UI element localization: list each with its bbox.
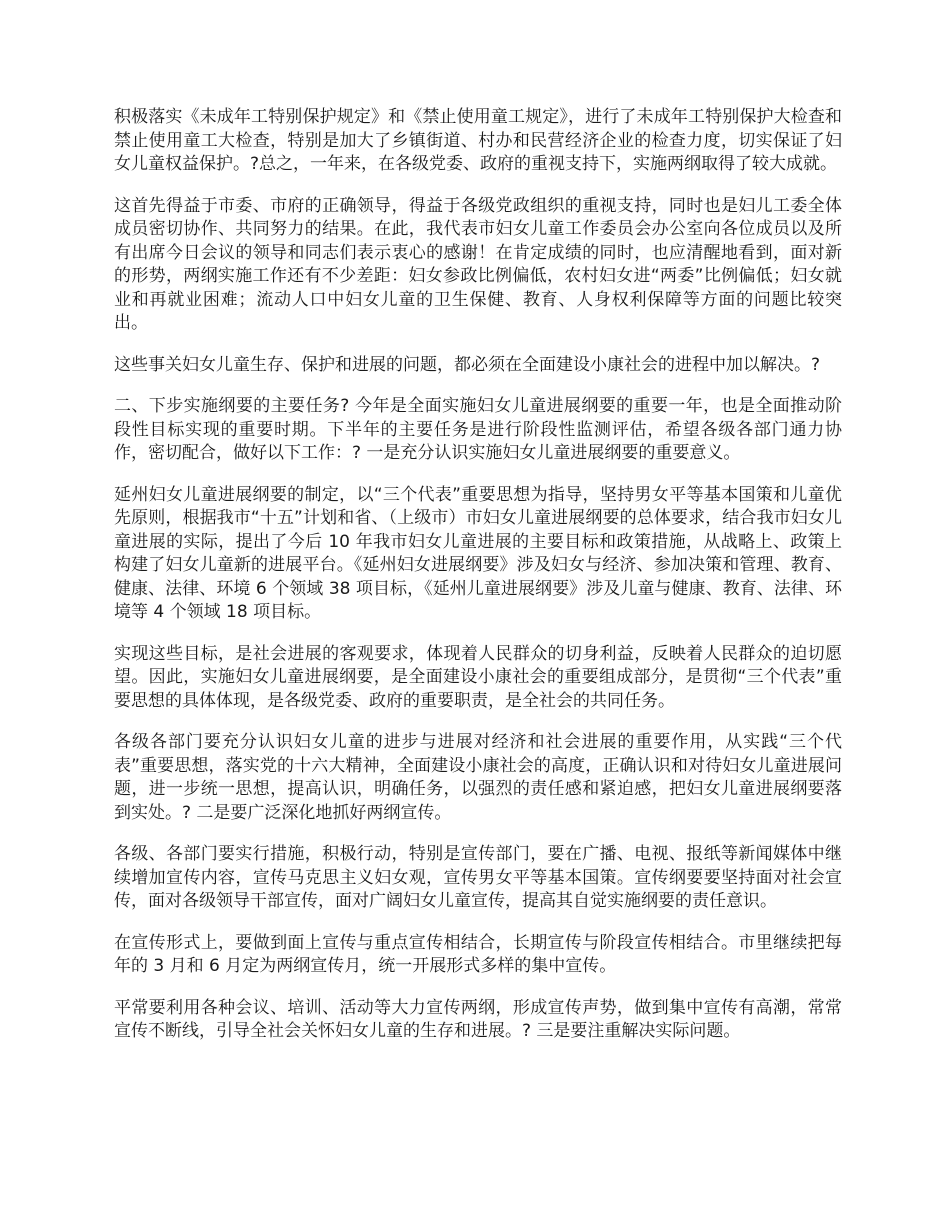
document-body [114, 106, 842, 1062]
paragraph: 各级各部门要充分认识妇女儿童的进步与进展对经济和社会进展的重要作用，从实践“三个代表”重要思想，落实党的十六大精神，全面建设小康社会的高度，正确认识和对待妇女儿童进展问题，进一步统一思想，提高认识，明确任务，以强烈的责任感和紧迫感，把妇女儿童进展纲要落到实处。? 二是要广泛深化地抓好两纲宣传。 [114, 732, 842, 823]
paragraph: 平常要利用各种会议、培训、活动等大力宣传两纲，形成宣传声势，做到集中宣传有高潮，常常宣传不断线，引导全社会关怀妇女儿童的生存和进展。? 三是要注重解决实际问题。 [114, 997, 842, 1041]
paragraph: 在宣传形式上，要做到面上宣传与重点宣传相结合，长期宣传与阶段宣传相结合。市里继续把每年的 3 月和 6 月定为两纲宣传月，统一开展形式多样的集中宣传。 [114, 932, 842, 976]
paragraph: 积极落实《未成年工特别保护规定》和《禁止使用童工规定》，进行了未成年工特别保护大检查和禁止使用童工大检查，特别是加大了乡镇街道、村办和民营经济企业的检查力度，切实保证了妇女儿童权益保护。?总之，一年来，在各级党委、政府的重视支持下，实施两纲取得了较大成就。 [114, 107, 842, 174]
paragraph: 这些事关妇女儿童生存、保护和进展的问题，都必须在全面建设小康社会的进程中加以解决。? [114, 354, 821, 375]
paragraph: 这首先得益于市委、市府的正确领导，得益于各级党政组织的重视支持，同时也是妇儿工委全体成员密切协作、共同努力的结果。在此，我代表市妇女儿童工作委员会办公室向各位成员以及所有出席今日会议的领导和同志们表示衷心的感谢！在肯定成绩的同时，也应清醒地看到，面对新的形势，两纲实施工作还有不少差距：妇女参政比例偏低，农村妇女进“两委”比例偏低；妇女就业和再就业困难；流动人口中妇女儿童的卫生保健、教育、人身权利保障等方面的问题比较突出。 [114, 195, 842, 333]
paragraph: 各级、各部门要实行措施，积极行动，特别是宣传部门，要在广播、电视、报纸等新闻媒体中继续增加宣传内容，宣传马克思主义妇女观，宣传男女平等基本国策。宣传纲要要坚持面对社会宣传，面对各级领导干部宣传，面对广阔妇女儿童宣传，提高其自觉实施纲要的责任意识。 [114, 844, 842, 911]
paragraph: 二、下步实施纲要的主要任务? 今年是全面实施妇女儿童进展纲要的重要一年，也是全面推动阶段性目标实现的重要时期。下半年的主要任务是进行阶段性监测评估，希望各级各部门通力协作，密切配合，做好以下工作：? 一是充分认识实施妇女儿童进展纲要的重要意义。 [114, 396, 842, 463]
paragraph: 延州妇女儿童进展纲要的制定，以“三个代表”重要思想为指导，坚持男女平等基本国策和儿童优先原则，根据我市“十五”计划和省、（上级市）市妇女儿童进展纲要的总体要求，结合我市妇女儿童进展的实际，提出了今后 10 年我市妇女儿童进展的主要目标和政策措施，从战略上、政策上构建了妇女儿童新的进展平台。《延州妇女进展纲要》涉及妇女与经济、参加决策和管理、教育、健康、法律、环境 6 个领域 38 项目标，《延州儿童进展纲要》涉及儿童与健康、教育、法律、环境等 4 个领域 18 项目标。 [114, 484, 842, 622]
paragraph: 实现这些目标，是社会进展的客观要求，体现着人民群众的切身利益，反映着人民群众的迫切愿望。因此，实施妇女儿童进展纲要，是全面建设小康社会的重要组成部分，是贯彻“三个代表”重要思想的具体体现，是各级党委、政府的重要职责，是全社会的共同任务。 [114, 643, 842, 711]
